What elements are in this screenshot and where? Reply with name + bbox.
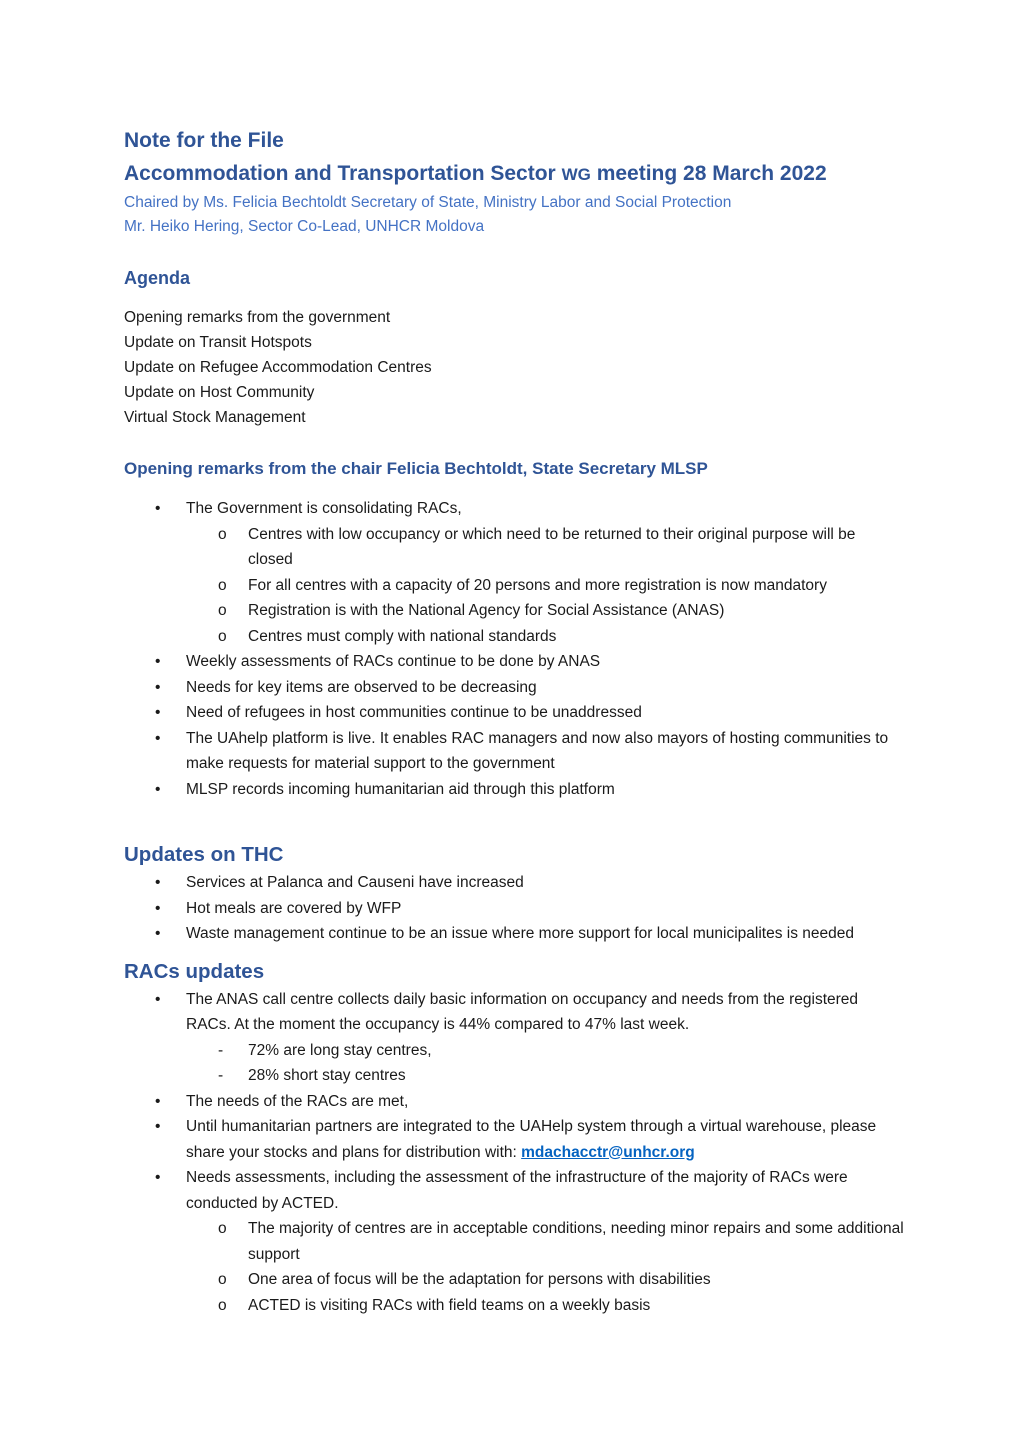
bullet-icon: • bbox=[155, 678, 161, 696]
dash-bullet-icon: - bbox=[218, 1041, 224, 1059]
opening-heading: Opening remarks from the chair Felicia Bechtoldt, State Secretary MLSP bbox=[124, 459, 708, 478]
circle-bullet-icon: o bbox=[218, 525, 227, 543]
chaired-line: Chaired by Ms. Felicia Bechtoldt Secretary of State, Ministry Labor and Social Protection bbox=[124, 194, 732, 211]
bullet-icon: • bbox=[155, 874, 161, 891]
opening-list bbox=[124, 496, 904, 802]
list-item: • Waste management continue to be an issue where more support for local municipalites is needed bbox=[124, 921, 904, 947]
list-item: • Needs for key items are observed to be decreasing bbox=[124, 675, 904, 701]
agenda-item: Update on Refugee Accommodation Centres bbox=[124, 359, 432, 376]
circle-bullet-icon: o bbox=[218, 627, 227, 645]
agenda-item: Opening remarks from the government bbox=[124, 309, 391, 326]
agenda-item: Update on Transit Hotspots bbox=[124, 334, 312, 351]
dash-bullet-icon: - bbox=[218, 1067, 224, 1084]
list-item: o For all centres with a capacity of 20 persons and more registration is now mandatory bbox=[124, 573, 904, 599]
bullet-icon: • bbox=[155, 1118, 161, 1135]
note-title: Note for the File bbox=[124, 129, 284, 152]
meeting-title-main: Accommodation and Transportation Sector bbox=[124, 162, 556, 185]
list-item: • The Government is consolidating RACs, bbox=[124, 496, 904, 522]
colead-line: Mr. Heiko Hering, Sector Co-Lead, UNHCR Moldova bbox=[124, 218, 485, 235]
email-link[interactable]: mdachacctr@unhcr.org bbox=[521, 1143, 695, 1161]
meeting-title-wg: WG bbox=[561, 165, 591, 184]
agenda-item: Update on Host Community bbox=[124, 384, 315, 401]
bullet-icon: • bbox=[155, 780, 161, 798]
list-item: o Centres must comply with national standards bbox=[124, 624, 904, 650]
bullet-icon: • bbox=[155, 1092, 161, 1110]
list-item: • The needs of the RACs are met, bbox=[124, 1089, 904, 1115]
list-item: o One area of focus will be the adaptation for persons with disabilities bbox=[124, 1267, 904, 1293]
list-item: • The ANAS call centre collects daily basic information on occupancy and needs from the registered RACs. At the moment the occupancy is 44% compared to 47% last week. bbox=[124, 987, 904, 1038]
circle-bullet-icon: o bbox=[218, 602, 227, 619]
bullet-icon: • bbox=[155, 500, 161, 517]
circle-bullet-icon: o bbox=[218, 576, 227, 594]
list-item: • Weekly assessments of RACs continue to be done by ANAS bbox=[124, 649, 904, 675]
racs-heading: RACs updates bbox=[124, 959, 265, 983]
bullet-icon: • bbox=[155, 1169, 161, 1186]
agenda-list bbox=[124, 305, 904, 430]
list-item: • Needs assessments, including the assessment of the infrastructure of the majority of RACs were conducted by ACTED. bbox=[124, 1165, 904, 1216]
bullet-icon: • bbox=[155, 990, 161, 1008]
thc-heading: Updates on THC bbox=[124, 843, 284, 866]
meeting-title-rest: meeting 28 March 2022 bbox=[596, 162, 827, 185]
circle-bullet-icon: o bbox=[218, 1296, 227, 1314]
list-item: o ACTED is visiting RACs with field teams on a weekly basis bbox=[124, 1293, 904, 1319]
circle-bullet-icon: o bbox=[218, 1271, 227, 1288]
meeting-title bbox=[124, 157, 904, 191]
list-item: • Until humanitarian partners are integrated to the UAHelp system through a virtual warehouse, please share your stocks and plans for distribution with: mdachacctr@unhcr.org bbox=[124, 1114, 904, 1165]
circle-bullet-icon: o bbox=[218, 1220, 227, 1237]
bullet-icon: • bbox=[155, 729, 161, 747]
bullet-icon: • bbox=[155, 899, 161, 917]
list-item: • Need of refugees in host communities continue to be unaddressed bbox=[124, 700, 904, 726]
list-item: - 72% are long stay centres, bbox=[124, 1038, 904, 1064]
document-page bbox=[124, 124, 904, 1318]
agenda-item: Virtual Stock Management bbox=[124, 409, 306, 426]
list-item: o Registration is with the National Agency for Social Assistance (ANAS) bbox=[124, 598, 904, 624]
bullet-icon: • bbox=[155, 704, 161, 721]
list-item: o The majority of centres are in acceptable conditions, needing minor repairs and some additional support bbox=[124, 1216, 904, 1267]
bullet-icon: • bbox=[155, 925, 161, 942]
agenda-heading: Agenda bbox=[124, 268, 191, 288]
list-item: • Services at Palanca and Causeni have increased bbox=[124, 870, 904, 896]
list-item: o Centres with low occupancy or which need to be returned to their original purpose will be closed bbox=[124, 522, 904, 573]
list-item: - 28% short stay centres bbox=[124, 1063, 904, 1089]
list-item: • MLSP records incoming humanitarian aid through this platform bbox=[124, 777, 904, 803]
list-item: • The UAhelp platform is live. It enables RAC managers and now also mayors of hosting communities to make requests for material support to the government bbox=[124, 726, 904, 777]
bullet-icon: • bbox=[155, 653, 161, 670]
thc-list bbox=[124, 870, 904, 947]
list-item: • Hot meals are covered by WFP bbox=[124, 896, 904, 922]
racs-list bbox=[124, 987, 904, 1319]
